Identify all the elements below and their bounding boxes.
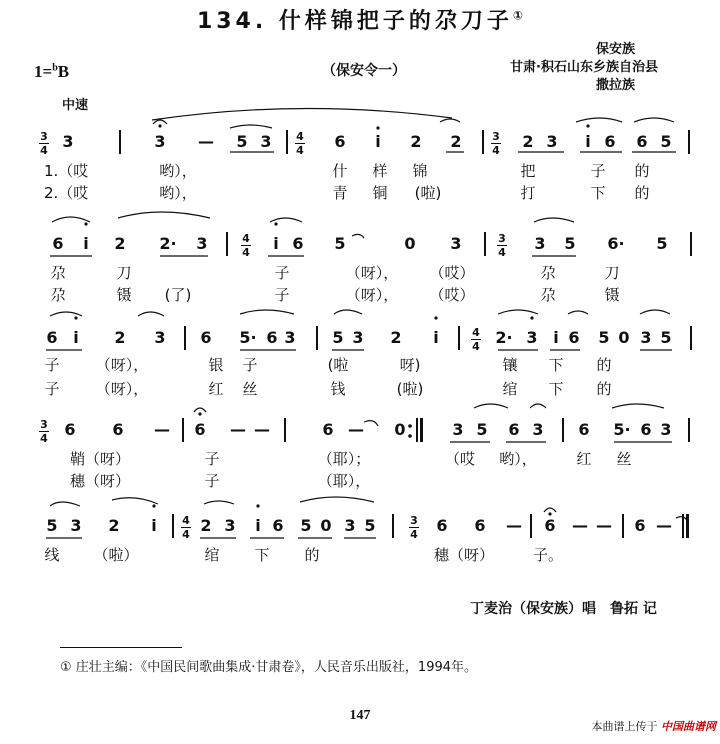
octave-dot [434, 316, 437, 319]
lyric-verse1: 子。 [532, 546, 564, 564]
note: 2 [522, 132, 534, 151]
lyric-verse2: 尕 [50, 286, 66, 304]
lyric-verse2: 子 [204, 472, 220, 490]
lyric-verse2: 的 [634, 184, 650, 202]
note: i [375, 132, 381, 151]
lyric-verse1: （哎 [444, 450, 476, 468]
tempo-marking: 中速 [62, 98, 89, 113]
lyric-verse2: 红 [208, 380, 224, 398]
time-signature: 3 4 [40, 418, 48, 445]
lyric-verse2: 丝 [242, 380, 258, 398]
note: 6 [200, 328, 212, 347]
note: 2 [410, 132, 422, 151]
note: 5· [239, 328, 257, 347]
lyric-verse1: 的 [634, 162, 650, 180]
lyric-verse2: 哟）， [159, 184, 197, 202]
octave-dot [376, 126, 379, 129]
note: 3 [154, 132, 166, 151]
origin-region: 甘肃·积石山东乡族自治县 [510, 60, 658, 75]
glide [352, 234, 364, 238]
footnote-divider [60, 647, 182, 648]
lyric-verse1: 尕 [540, 264, 556, 282]
note: 2 [450, 132, 462, 151]
source-brand: 中国曲谱网 [661, 720, 716, 733]
key-label: 1= [34, 62, 53, 81]
slur [576, 118, 622, 122]
lyric-verse2: (啦) [414, 184, 442, 202]
lyric-verse2: 下 [590, 184, 606, 202]
time-signature: 4 4 [472, 326, 480, 353]
note: 3 [450, 234, 462, 253]
note: 3 [196, 234, 208, 253]
lyric-verse1: 哟）， [159, 162, 197, 180]
lyric-verse2: 绾 [502, 380, 518, 398]
lyric-verse2: (啦) [396, 380, 424, 398]
slur [498, 310, 538, 314]
note: i [73, 328, 79, 347]
lyric-verse1: 镶 [502, 356, 518, 374]
note: 6 [568, 328, 580, 347]
slur [640, 310, 670, 314]
octave-dot [84, 222, 87, 225]
lyric-verse2: 镊 [604, 286, 620, 304]
fermata [194, 408, 206, 412]
note: 6 [474, 516, 486, 535]
note: 3 [224, 516, 236, 535]
octave-dot [274, 222, 277, 225]
note: 2 [200, 516, 212, 535]
note: 2 [114, 234, 126, 253]
note: 5 [656, 234, 668, 253]
lyric-verse1: 子 [204, 450, 220, 468]
slur [634, 118, 674, 122]
note: i [255, 516, 261, 535]
origin-ethnicity-2: 撒拉族 [596, 78, 636, 93]
time-signature: 3 4 [498, 232, 506, 259]
lyric-verse1: （呀）， [345, 264, 399, 282]
slur [118, 212, 210, 218]
lyric-verse2: 子 [44, 380, 60, 398]
fermata-dot [198, 412, 201, 415]
note: i [83, 234, 89, 253]
note: 5 [660, 132, 672, 151]
note: 6· [607, 234, 625, 253]
note: 5· [613, 420, 631, 439]
lyric-verse1: 鞘（呀） [69, 450, 131, 468]
lyric-verse2: （哎） [429, 286, 475, 304]
note: 5 [476, 420, 488, 439]
lyric-verse1: 的 [304, 546, 320, 564]
glide [364, 421, 378, 426]
note: 6 [544, 516, 556, 535]
octave-dot [152, 504, 155, 507]
slur [474, 404, 508, 408]
note: 3 [352, 328, 364, 347]
lyric-verse1: 什 [332, 162, 348, 180]
lyric-verse2: （耶）， [317, 472, 371, 490]
time-signature: 3 4 [40, 130, 48, 157]
note: 6 [322, 420, 334, 439]
lyric-verse1: 下 [254, 546, 270, 564]
note: 6 [634, 516, 646, 535]
flat-sign: b [52, 62, 58, 74]
note: 5 [564, 234, 576, 253]
repeat-dot [408, 424, 412, 428]
lyric-verse1: （呀）， [95, 356, 149, 374]
lyric-verse1: (啦 [327, 356, 349, 374]
time-signature: 3 4 [492, 130, 500, 157]
note: 2 [114, 328, 126, 347]
slur [568, 311, 588, 314]
slur [612, 404, 664, 408]
note: 3 [70, 516, 82, 535]
fermata-dot [548, 512, 551, 515]
note: 2 [108, 516, 120, 535]
lyric-verse1: 刀 [116, 264, 132, 282]
note: 2· [159, 234, 177, 253]
note: 6 [194, 420, 206, 439]
note: 6 [604, 132, 616, 151]
note: 3 [452, 420, 464, 439]
note: 5 [364, 516, 376, 535]
lyric-verse1: 把 [520, 162, 536, 180]
note: i [433, 328, 439, 347]
slur [138, 312, 164, 316]
lyric-verse2: 打 [520, 184, 536, 202]
slur [270, 218, 302, 222]
note: 6 [272, 516, 284, 535]
note: 0 [618, 328, 630, 347]
note: 6 [64, 420, 76, 439]
slur [300, 497, 374, 502]
note: — [506, 516, 522, 535]
note: 6 [292, 234, 304, 253]
lyric-verse1: 的 [596, 356, 612, 374]
note: 3 [660, 420, 672, 439]
lyric-verse2: （呀）， [95, 380, 149, 398]
note: 3 [532, 420, 544, 439]
lyric-verse1: 下 [548, 356, 564, 374]
note: 6 [112, 420, 124, 439]
lyric-verse1: 子 [590, 162, 606, 180]
lyric-verse1: 样 [372, 162, 388, 180]
subtitle: （保安令一） [322, 63, 406, 79]
note: 6 [578, 420, 590, 439]
slur [334, 310, 362, 314]
note: — [348, 420, 364, 439]
slur [50, 312, 82, 316]
note: — [198, 132, 214, 151]
note: 6 [636, 132, 648, 151]
note: 3 [344, 516, 356, 535]
note: 5 [236, 132, 248, 151]
note: i [585, 132, 591, 151]
slur [50, 502, 80, 506]
lyric-verse1: 刀 [604, 264, 620, 282]
origin-ethnicity: 保安族 [596, 42, 636, 57]
glide [676, 517, 688, 522]
slur [240, 310, 294, 314]
lyric-verse1: 子 [44, 356, 60, 374]
octave-dot [256, 504, 259, 507]
note: 6 [46, 328, 58, 347]
key-note: B [57, 62, 70, 81]
note: — [154, 420, 170, 439]
lyric-verse2: 铜 [372, 184, 388, 202]
note: — [572, 516, 588, 535]
time-signature: 4 4 [182, 514, 190, 541]
lyric-verse2: 下 [548, 380, 564, 398]
lyric-verse1: 1.（哎 [44, 162, 89, 180]
lyric-verse1: 呀) [399, 356, 421, 374]
note: 2· [495, 328, 513, 347]
octave-dot [586, 124, 589, 127]
note: 0 [394, 420, 406, 439]
lyric-verse2: 钱 [330, 380, 346, 398]
lyric-verse2: 穗（呀） [69, 472, 131, 490]
note: 3 [534, 234, 546, 253]
fermata [153, 120, 167, 124]
lyric-verse2: 青 [332, 184, 348, 202]
lyric-verse1: 红 [576, 450, 592, 468]
note: 6 [508, 420, 520, 439]
lyric-verse1: （耶）； [317, 450, 371, 468]
lyric-verse2: 的 [596, 380, 612, 398]
note: 3 [260, 132, 272, 151]
slur [230, 125, 272, 128]
title-text: 134. 什样锦把子的尕刀子 [196, 9, 513, 34]
lyric-verse2: （呀）， [345, 286, 399, 304]
note: 5 [300, 516, 312, 535]
lyric-verse1: （啦） [93, 546, 139, 564]
lyric-verse1: 穗（呀） [433, 546, 495, 564]
slur [440, 119, 460, 122]
lyric-verse2: (了) [164, 286, 192, 304]
octave-dot [74, 316, 77, 319]
note: 6 [52, 234, 64, 253]
lyric-verse2: 镊 [116, 286, 132, 304]
lyric-verse1: 尕 [50, 264, 66, 282]
note: 6 [436, 516, 448, 535]
page-number: 147 [349, 708, 371, 723]
note: 2 [390, 328, 402, 347]
lyric-verse1: 银 [208, 356, 224, 374]
note: i [151, 516, 157, 535]
note: 0 [320, 516, 332, 535]
note: 5 [598, 328, 610, 347]
note: 5 [46, 516, 58, 535]
slur [530, 404, 546, 408]
note: 3 [284, 328, 296, 347]
lyric-verse1: 线 [44, 546, 60, 564]
note: 5 [332, 328, 344, 347]
repeat-dot [408, 434, 412, 438]
fermata [544, 508, 556, 512]
note: 3 [526, 328, 538, 347]
note: 6 [266, 328, 278, 347]
source-watermark [592, 718, 717, 734]
octave-dot [530, 316, 533, 319]
lyric-verse2: 子 [274, 286, 290, 304]
lyric-verse1: 锦 [412, 162, 428, 180]
time-signature: 3 4 [410, 514, 418, 541]
note: — [656, 516, 672, 535]
note: — [230, 420, 246, 439]
slur [52, 217, 90, 222]
performer-credit: 丁麦治（保安族）唱 鲁拓 记 [470, 601, 657, 617]
note: — [596, 516, 612, 535]
lyric-verse1: 丝 [616, 450, 632, 468]
slur [204, 501, 234, 504]
slur [112, 498, 158, 504]
time-signature: 4 4 [242, 232, 250, 259]
footnote-mark: ① [512, 8, 524, 23]
lyric-verse1: 子 [274, 264, 290, 282]
slur [152, 108, 452, 120]
lyric-verse2: 尕 [540, 286, 556, 304]
note: 5 [334, 234, 346, 253]
lyric-verse1: 子 [242, 356, 258, 374]
note: 6 [334, 132, 346, 151]
note: 5 [660, 328, 672, 347]
note: i [273, 234, 279, 253]
note: 3 [154, 328, 166, 347]
note: 3 [62, 132, 74, 151]
note: i [553, 328, 559, 347]
source-prefix: 本曲谱上传于 [591, 720, 658, 733]
lyric-verse1: 绾 [204, 546, 220, 564]
note: 6 [640, 420, 652, 439]
lyric-verse1: 哟）， [499, 450, 537, 468]
slur [534, 218, 574, 222]
note: 0 [404, 234, 416, 253]
note: — [254, 420, 270, 439]
time-signature: 4 4 [296, 130, 304, 157]
lyric-verse1: （哎） [429, 264, 475, 282]
note: 3 [640, 328, 652, 347]
footnote-text: ① 庄壮主编：《中国民间歌曲集成·甘肃卷》，人民音乐出版社，1994年。 [60, 660, 478, 675]
fermata-dot [158, 124, 161, 127]
lyric-verse2: 2.（哎 [44, 184, 89, 202]
note: 3 [546, 132, 558, 151]
